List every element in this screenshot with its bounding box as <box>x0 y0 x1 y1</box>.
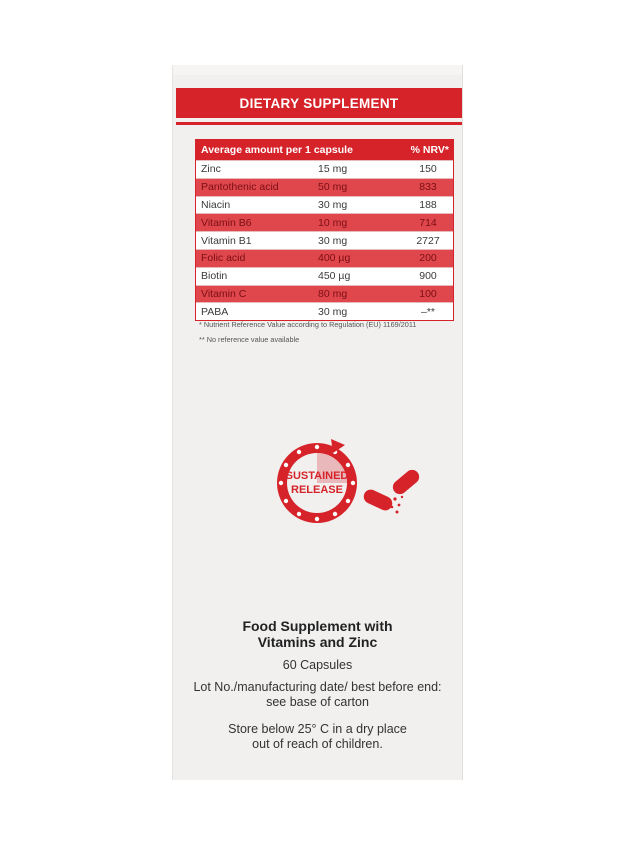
table-row <box>196 285 453 303</box>
nutrient-name: Biotin <box>201 270 228 283</box>
sustained-release-badge <box>271 433 431 533</box>
table-row <box>196 302 453 320</box>
table-row <box>196 178 453 196</box>
badge-line2: RELEASE <box>291 484 343 496</box>
nutrient-name: Pantothenic acid <box>201 181 279 194</box>
nutrient-nrv: 900 <box>419 270 437 283</box>
lot-info-line2: see base of carton <box>266 695 369 709</box>
product-carton <box>173 65 462 780</box>
banner-underline <box>176 122 462 125</box>
table-row <box>196 213 453 231</box>
storage-info-line2: out of reach of children. <box>252 737 383 751</box>
nutrient-nrv: 200 <box>419 252 437 265</box>
table-row <box>196 231 453 249</box>
table-row <box>196 267 453 285</box>
nutrient-nrv: 150 <box>419 163 437 176</box>
nutrient-name: PABA <box>201 305 229 318</box>
nutrient-amount: 50 mg <box>318 181 348 194</box>
table-row <box>196 249 453 267</box>
nutrition-table-header <box>196 140 453 160</box>
storage-info-line1: Store below 25° C in a dry place <box>228 722 407 736</box>
table-row <box>196 196 453 214</box>
nutrient-amount: 80 mg <box>318 287 348 300</box>
footnote-no-reference: ** No reference value available <box>199 335 300 344</box>
nutrient-name: Vitamin B1 <box>201 234 252 247</box>
badge-line1: SUSTAINED <box>285 470 349 482</box>
nutrient-name: Folic acid <box>201 252 246 265</box>
table-row <box>196 160 453 178</box>
nutrition-table <box>195 139 454 321</box>
nutrient-amount: 30 mg <box>318 198 348 211</box>
nutrient-amount: 10 mg <box>318 216 348 229</box>
nutrient-nrv: 2727 <box>416 234 440 247</box>
nutrient-nrv: 100 <box>419 287 437 300</box>
nutrient-amount: 450 µg <box>318 270 351 283</box>
product-title-line2: Vitamins and Zinc <box>257 634 378 650</box>
product-title <box>173 618 462 650</box>
nutrient-name: Vitamin C <box>201 287 247 300</box>
nutrient-amount: 15 mg <box>318 163 348 176</box>
nutrient-name: Vitamin B6 <box>201 216 252 229</box>
nutrient-amount: 30 mg <box>318 305 348 318</box>
nutrient-nrv: 714 <box>419 216 437 229</box>
storage-info <box>173 722 462 752</box>
nutrient-nrv: –** <box>420 305 435 318</box>
dietary-supplement-banner: DIETARY SUPPLEMENT <box>176 88 462 118</box>
nutrient-nrv: 188 <box>419 198 437 211</box>
nutrient-name: Zinc <box>201 163 221 176</box>
product-title-line1: Food Supplement with <box>242 618 393 634</box>
nutrient-amount: 400 µg <box>318 252 351 265</box>
capsule-count: 60 Capsules <box>282 658 353 672</box>
nutrient-nrv: 833 <box>419 181 437 194</box>
lot-info <box>173 680 462 710</box>
header-nrv-label: % NRV* <box>410 144 449 156</box>
nutrient-amount: 30 mg <box>318 234 348 247</box>
nutrient-name: Niacin <box>201 198 231 211</box>
footnote-nrv: * Nutrient Reference Value according to Regulation (EU) 1169/2011 <box>199 320 417 329</box>
header-amount-label: Average amount per 1 capsule <box>201 144 353 156</box>
lot-info-line1: Lot No./manufacturing date/ best before end: <box>193 680 442 694</box>
carton-top-edge <box>173 65 462 75</box>
